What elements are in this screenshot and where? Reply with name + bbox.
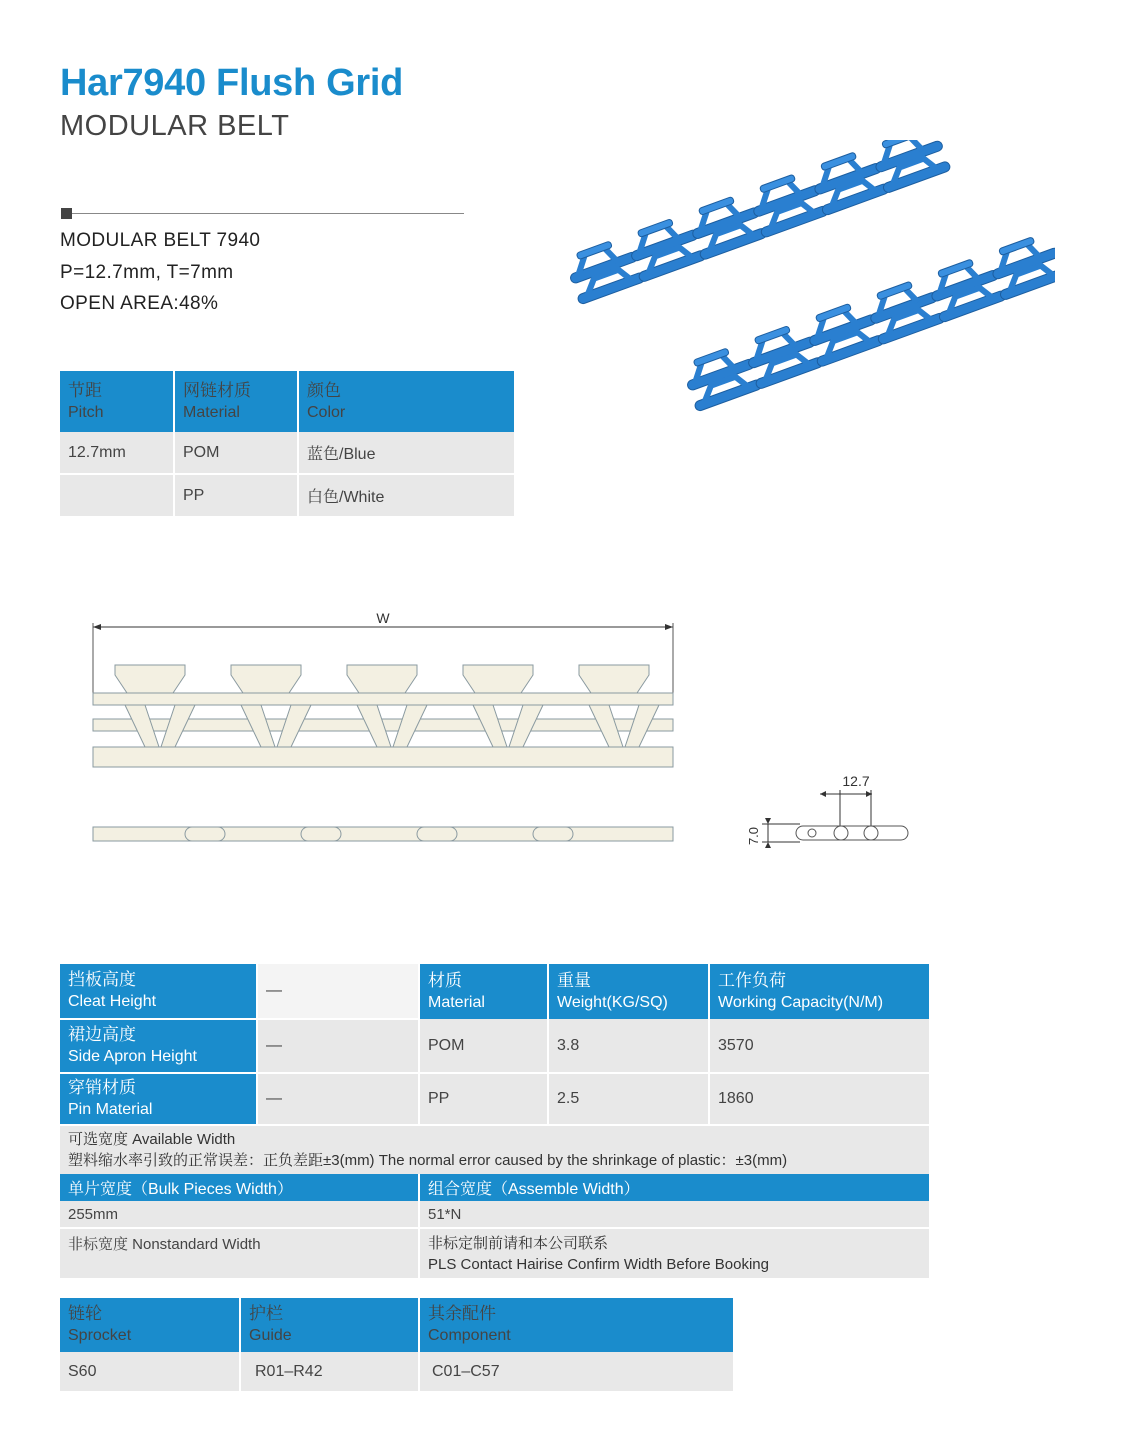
cleat-height-value: —: [257, 964, 419, 1019]
belt-illustration: [555, 140, 1055, 440]
assemble-width-header: 组合宽度（Assemble Width）: [419, 1174, 929, 1201]
section-divider: [72, 213, 464, 214]
table-row: 非标宽度 Nonstandard Width 非标定制前请和本公司联系 PLS Contact Hairise Confirm Width Before Booking: [60, 1228, 929, 1278]
header-sprocket: 链轮 Sprocket: [60, 1298, 240, 1352]
table-row: PP 白色/White: [60, 474, 514, 516]
side-apron-label: 裙边高度 Side Apron Height: [60, 1019, 257, 1073]
width-note: [60, 1125, 929, 1174]
shrinkage-note: 塑料缩水率引致的正常误差：正负差距±3(mm) The normal error caused by the shrinkage of plastic：±3(mm): [68, 1152, 788, 1169]
table-row: 12.7mm POM 蓝色/Blue: [60, 432, 514, 474]
spec-model: MODULAR BELT 7940: [60, 230, 261, 251]
table-row: 255mm 51*N: [60, 1201, 929, 1228]
available-width-label: 可选宽度 Available Width: [68, 1131, 236, 1148]
parameters-table: [60, 964, 929, 1278]
table-row: S60 R01–R42 C01–C57: [60, 1352, 733, 1391]
bulk-width-header: 单片宽度（Bulk Pieces Width）: [60, 1174, 419, 1201]
page-subtitle: MODULAR BELT: [60, 110, 290, 142]
header-capacity: 工作负荷 Working Capacity(N/M): [709, 964, 929, 1019]
spec-pitch-thickness: P=12.7mm, T=7mm: [60, 262, 234, 283]
header-component: 其余配件 Component: [428, 1304, 511, 1344]
header-color: 颜色 Color: [307, 380, 346, 421]
cleat-height-label: 挡板高度 Cleat Height: [60, 964, 257, 1019]
page-title: Har7940 Flush Grid: [60, 62, 404, 104]
accessory-table: [60, 1298, 733, 1391]
section-marker: [61, 208, 72, 219]
header-material: 网链材质 Material: [174, 371, 298, 432]
pin-material-label: 穿销材质 Pin Material: [60, 1073, 257, 1125]
header-guide: 护栏 Guide: [240, 1298, 419, 1352]
header-weight: 重量 Weight(KG/SQ): [548, 964, 709, 1019]
table-row: 裙边高度 Side Apron Height — POM 3.8 3570: [60, 1019, 929, 1073]
pitch-detail-drawing: [740, 770, 930, 870]
header-material: 材质 Material: [419, 964, 548, 1019]
material-table: [60, 371, 514, 516]
table-row: 穿销材质 Pin Material — PP 2.5 1860: [60, 1073, 929, 1125]
top-view-drawing: [85, 605, 685, 855]
thickness-label: 7.0: [746, 826, 761, 846]
header-pitch: 节距 Pitch: [60, 371, 174, 432]
spec-open-area: OPEN AREA:48%: [60, 293, 219, 314]
width-label: W: [376, 610, 390, 626]
pitch-label: 12.7: [842, 773, 870, 789]
